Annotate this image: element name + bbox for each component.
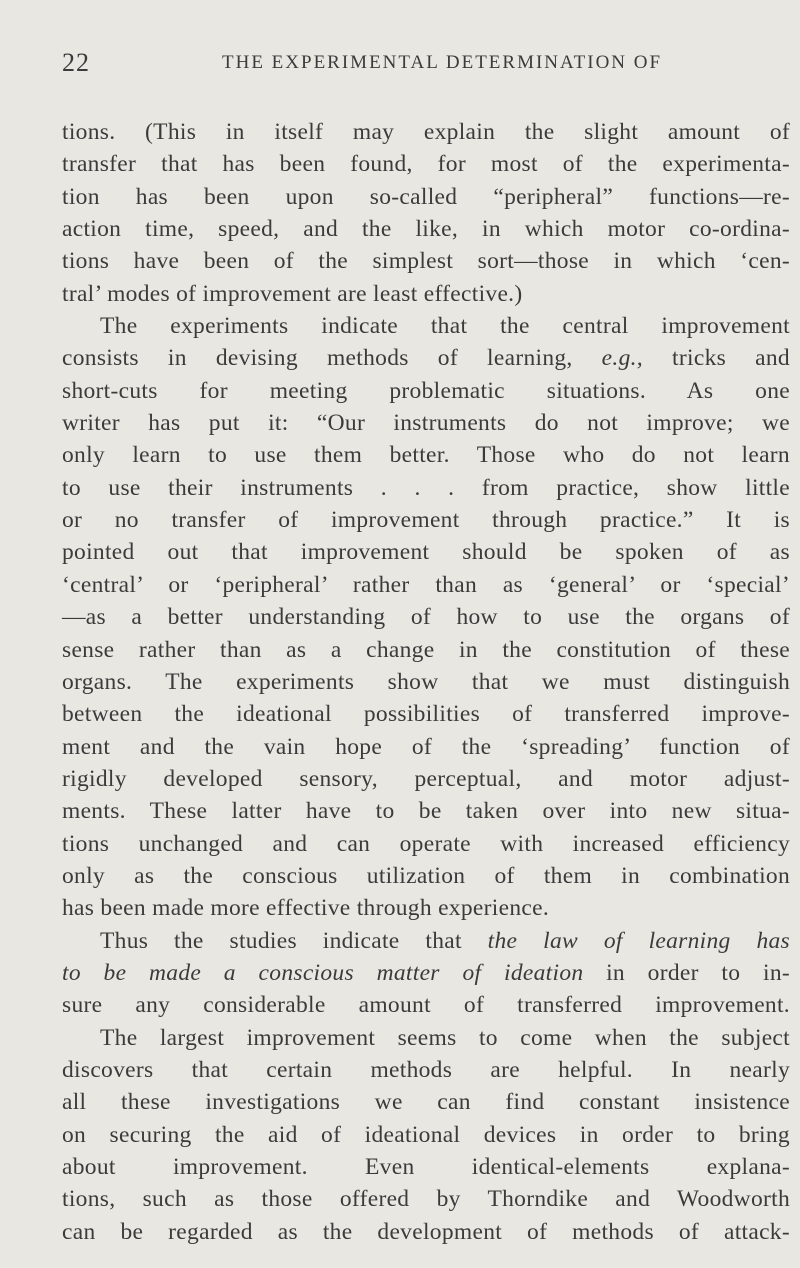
text-line (62, 698, 790, 730)
text-line (62, 342, 790, 374)
text-line (62, 925, 790, 957)
text-segment: about improvement. Even identical-elements explana- (62, 1154, 790, 1180)
text-segment: transfer that has been found, for most of the experimenta- (62, 151, 790, 178)
text-segment: tions unchanged and can operate with increased efficiency (62, 830, 790, 857)
text-segment: The experiments indicate that the central improvement (100, 313, 790, 340)
text-line (62, 634, 790, 666)
text-segment: has been made more effective through experience. (62, 895, 550, 922)
text-segment: pointed out that improvement should be spoken of as (62, 539, 790, 566)
text-line (62, 116, 790, 148)
text-line (62, 1183, 790, 1215)
italic-text: to be made a conscious matter of ideation (62, 959, 584, 986)
text-segment: tions, such as those offered by Thorndike and Woodworth (62, 1186, 790, 1213)
text-segment: can be regarded as the development of methods of attack- (62, 1218, 790, 1245)
text-segment: to use their instruments . . . from practice, show little (62, 474, 790, 501)
text-line (62, 860, 790, 892)
text-line (62, 181, 790, 213)
text-line (62, 213, 790, 245)
text-segment: The largest improvement seems to come when the subject (100, 1024, 790, 1051)
text-line (62, 1054, 790, 1086)
text-segment: tion has been upon so-called “peripheral” functions—re- (62, 183, 790, 210)
text-line (62, 763, 790, 795)
text-segment: short-cuts for meeting problematic situations. As one (62, 377, 790, 404)
text-segment: organs. The experiments show that we must distinguish (62, 668, 790, 695)
text-segment: Thus the studies indicate that (100, 927, 488, 954)
text-line (62, 1216, 790, 1248)
text-segment: consists in devising methods of learning, (62, 345, 602, 372)
text-segment: only as the conscious utilization of them in combination (62, 862, 790, 889)
text-line (62, 472, 790, 504)
text-segment: sure any considerable amount of transferred improvement. (62, 992, 790, 1019)
text-line (62, 375, 790, 407)
page-header (62, 48, 790, 78)
text-line (62, 795, 790, 827)
text-segment: all these investigations we can find constant insistence (62, 1089, 790, 1116)
text-segment: —as a better understanding of how to use the organs of (62, 604, 790, 631)
text-line (62, 536, 790, 568)
text-line (62, 245, 790, 277)
text-segment: on securing the aid of ideational devices in order to bring (62, 1121, 790, 1148)
text-line (62, 278, 790, 310)
text-line (62, 1151, 790, 1183)
text-segment: ment and the vain hope of the ‘spreading’ function of (62, 733, 790, 760)
text-line (62, 407, 790, 439)
running-title: THE EXPERIMENTAL DETERMINATION OF (222, 52, 663, 73)
text-segment: ‘central’ or ‘peripheral’ rather than as ‘general’ or ‘special’ (62, 571, 790, 598)
text-line (62, 1086, 790, 1118)
text-segment: discovers that certain methods are helpful. In nearly (62, 1056, 790, 1083)
text-line (62, 504, 790, 536)
text-segment: or no transfer of improvement through practice.” It is (62, 507, 790, 534)
text-segment: tricks and (642, 345, 790, 372)
text-line (62, 892, 790, 924)
text-segment: sense rather than as a change in the constitution of these (62, 636, 790, 663)
text-line (62, 666, 790, 698)
italic-text: the law of learning has (487, 927, 791, 954)
body-text (62, 116, 790, 1248)
text-segment: writer has put it: “Our instruments do not improve; we (62, 410, 790, 437)
text-line (62, 569, 790, 601)
text-line (62, 989, 790, 1021)
text-line (62, 1119, 790, 1151)
text-segment: action time, speed, and the like, in which motor co-ordina- (62, 216, 790, 243)
text-segment: tions have been of the simplest sort—those in which ‘cen- (62, 248, 790, 275)
text-line (62, 310, 790, 342)
text-segment: rigidly developed sensory, perceptual, and motor adjust- (62, 765, 790, 792)
text-segment: in order to in- (583, 959, 790, 986)
text-line (62, 731, 790, 763)
text-segment: only learn to use them better. Those who do not learn (62, 442, 790, 469)
text-line (62, 957, 790, 989)
page-number: 22 (62, 48, 90, 77)
text-line (62, 148, 790, 180)
text-segment: ments. These latter have to be taken over into new situa- (62, 798, 790, 825)
text-line (62, 439, 790, 471)
text-line (62, 1022, 790, 1054)
text-line (62, 601, 790, 633)
text-segment: between the ideational possibilities of transferred improve- (62, 701, 790, 728)
italic-text: e.g., (601, 345, 643, 372)
text-line (62, 828, 790, 860)
text-segment: tions. (This in itself may explain the slight amount of (62, 119, 790, 145)
text-segment: tral’ modes of improvement are least effective.) (62, 280, 523, 307)
